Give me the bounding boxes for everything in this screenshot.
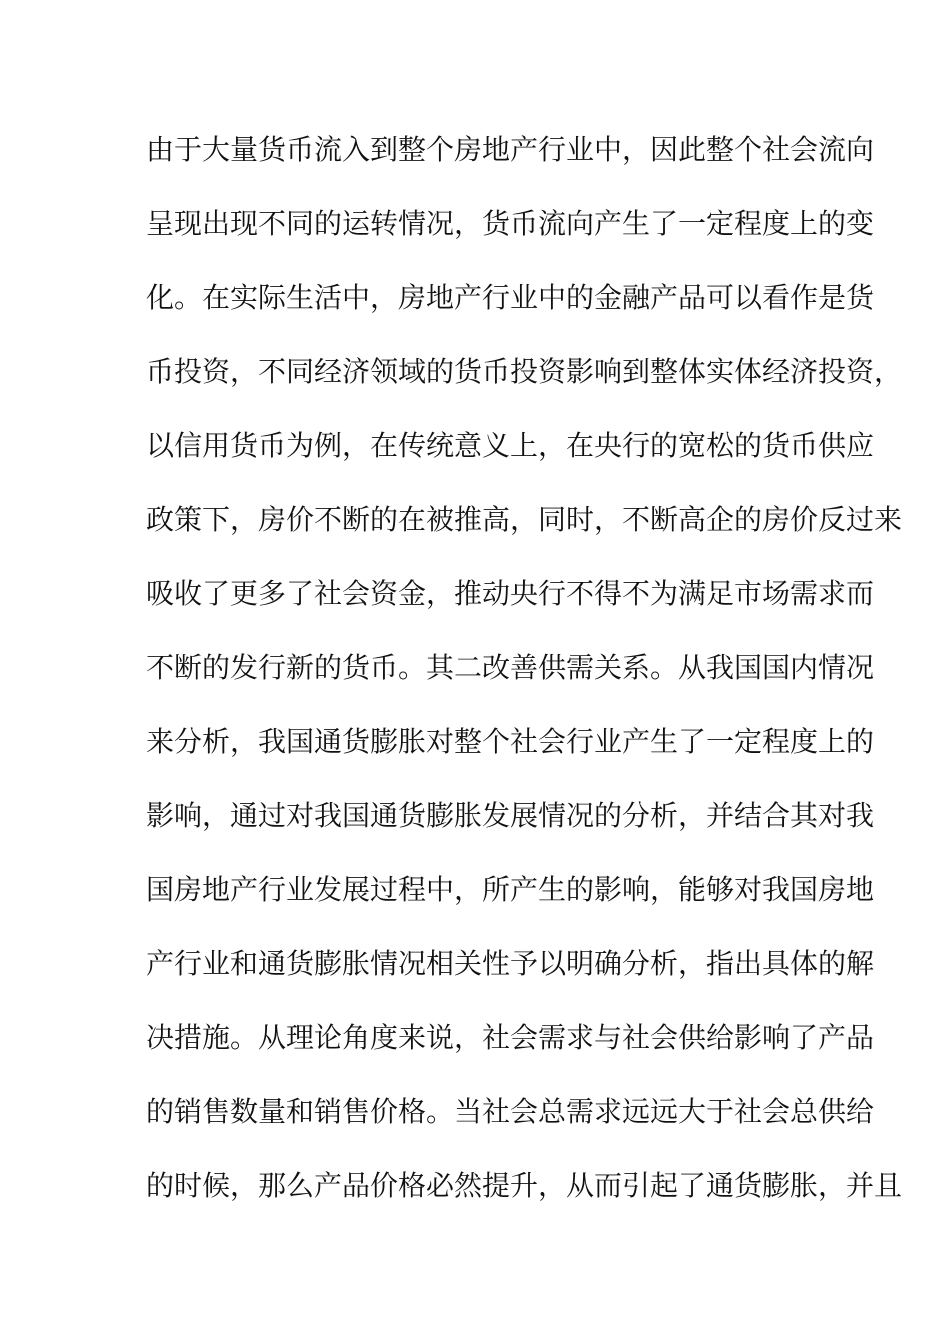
paragraph-line: 化。在实际生活中，房地产行业中的金融产品可以看作是货 — [146, 281, 875, 314]
paragraph-line: 政策下，房价不断的在被推高，同时，不断高企的房价反过来 — [146, 503, 903, 536]
paragraph-line: 以信用货币为例，在传统意义上，在央行的宽松的货币供应 — [146, 429, 875, 462]
paragraph-line: 币投资，不同经济领域的货币投资影响到整体实体经济投资， — [146, 355, 903, 388]
paragraph-line: 不断的发行新的货币。其二改善供需关系。从我国国内情况 — [146, 651, 875, 684]
paragraph-line: 国房地产行业发展过程中，所产生的影响，能够对我国房地 — [146, 873, 875, 906]
paragraph-line: 影响，通过对我国通货膨胀发展情况的分析，并结合其对我 — [146, 799, 875, 832]
paragraph-line: 来分析，我国通货膨胀对整个社会行业产生了一定程度上的 — [146, 725, 875, 758]
paragraph-line: 呈现出现不同的运转情况，货币流向产生了一定程度上的变 — [146, 207, 875, 240]
paragraph-line: 由于大量货币流入到整个房地产行业中，因此整个社会流向 — [146, 133, 875, 166]
paragraph-line: 决措施。从理论角度来说，社会需求与社会供给影响了产品 — [146, 1021, 875, 1054]
paragraph-line: 产行业和通货膨胀情况相关性予以明确分析，指出具体的解 — [146, 947, 875, 980]
paragraph-line: 的时候，那么产品价格必然提升，从而引起了通货膨胀，并且 — [146, 1169, 903, 1202]
paragraph-line: 吸收了更多了社会资金，推动央行不得不为满足市场需求而 — [146, 577, 875, 610]
paragraph-line: 的销售数量和销售价格。当社会总需求远远大于社会总供给 — [146, 1095, 875, 1128]
